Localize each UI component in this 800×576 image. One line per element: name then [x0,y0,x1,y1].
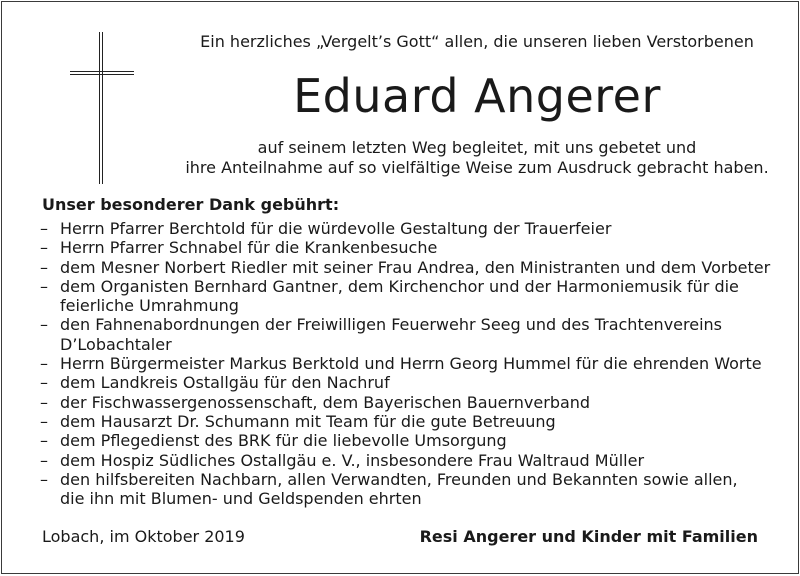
list-item-text [60,219,780,238]
list-item [40,238,780,257]
list-dash: – [40,354,48,374]
list-item [40,412,780,431]
deceased-name: Eduard Angerer [293,69,661,123]
list-item-line: dem Hausarzt Dr. Schumann mit Team für die gute Betreuung [60,411,556,431]
list-item-line: die ihn mit Blumen- und Geldspenden ehrten [60,489,422,509]
list-item-line: dem Mesner Norbert Riedler mit seiner Frau Andrea, den Ministranten und dem Vorbeter [60,257,771,277]
list-item [40,431,780,450]
list-item [40,219,780,238]
list-item-text [60,470,780,509]
list-item-text [60,238,780,257]
list-item-text [60,277,780,316]
list-item-line: der Fischwassergenossenschaft, dem Bayerischen Bauernverband [60,392,591,412]
list-dash: – [40,373,48,393]
list-dash: – [40,431,48,451]
list-item [40,258,780,277]
list-item-text [60,412,780,431]
list-item-line: den Fahnenabordnungen der Freiwilligen Feuerwehr Seeg und des Trachtenvereins [60,315,722,335]
list-item-text [60,373,780,392]
list-dash: – [40,450,48,470]
thanks-heading: Unser besonderer Dank gebührt: [42,195,340,214]
intro-continuation [152,138,800,178]
list-item-line: Herrn Pfarrer Schnabel für die Krankenbesuche [60,238,438,258]
intro-text: Ein herzliches „Vergelt’s Gott“ allen, die unseren lieben Verstorbenen [200,32,754,51]
list-item-line: feierliche Umrahmung [60,296,239,316]
list-dash: – [40,469,48,489]
thanks-list [40,219,780,508]
list-dash: – [40,219,48,238]
list-item-line: Herrn Bürgermeister Markus Berktold und Herrn Georg Hummel für die ehrenden Worte [60,354,762,374]
list-item [40,315,780,354]
list-item-line: dem Organisten Bernhard Gantner, dem Kirchenchor und der Harmoniemusik für die [60,276,739,296]
list-item [40,451,780,470]
list-item [40,373,780,392]
list-item-text [60,315,780,354]
list-dash: – [40,276,48,296]
obituary-card [1,1,799,574]
intro-line: ihre Anteilnahme auf so vielfältige Weise zum Ausdruck gebracht haben. [185,158,769,177]
list-dash: – [40,315,48,335]
list-item-line: dem Hospiz Südliches Ostallgäu e. V., insbesondere Frau Waltraud Müller [60,450,645,470]
list-dash: – [40,238,48,258]
list-item [40,354,780,373]
list-item-line: Herrn Pfarrer Berchtold für die würdevolle Gestaltung der Trauerfeier [60,219,612,238]
list-item-text [60,258,780,277]
list-item-line: den hilfsbereiten Nachbarn, allen Verwandten, Freunden und Bekannten sowie allen, [60,469,738,489]
intro-line: auf seinem letzten Weg begleitet, mit uns gebetet und [257,138,697,157]
list-item [40,393,780,412]
list-item [40,470,780,509]
list-item-line: dem Pflegedienst des BRK für die liebevolle Umsorgung [60,431,507,451]
place-date: Lobach, im Oktober 2019 [42,527,245,546]
list-item-line: D’Lobachtaler [60,334,172,354]
list-dash: – [40,257,48,277]
list-item-text [60,393,780,412]
list-item-text [60,354,780,373]
list-item-text [60,431,780,450]
cross-icon [70,32,134,184]
signature: Resi Angerer und Kinder mit Familien [419,527,758,546]
list-dash: – [40,411,48,431]
list-item-text [60,451,780,470]
list-item [40,277,780,316]
list-dash: – [40,392,48,412]
list-item-line: dem Landkreis Ostallgäu für den Nachruf [60,373,390,393]
